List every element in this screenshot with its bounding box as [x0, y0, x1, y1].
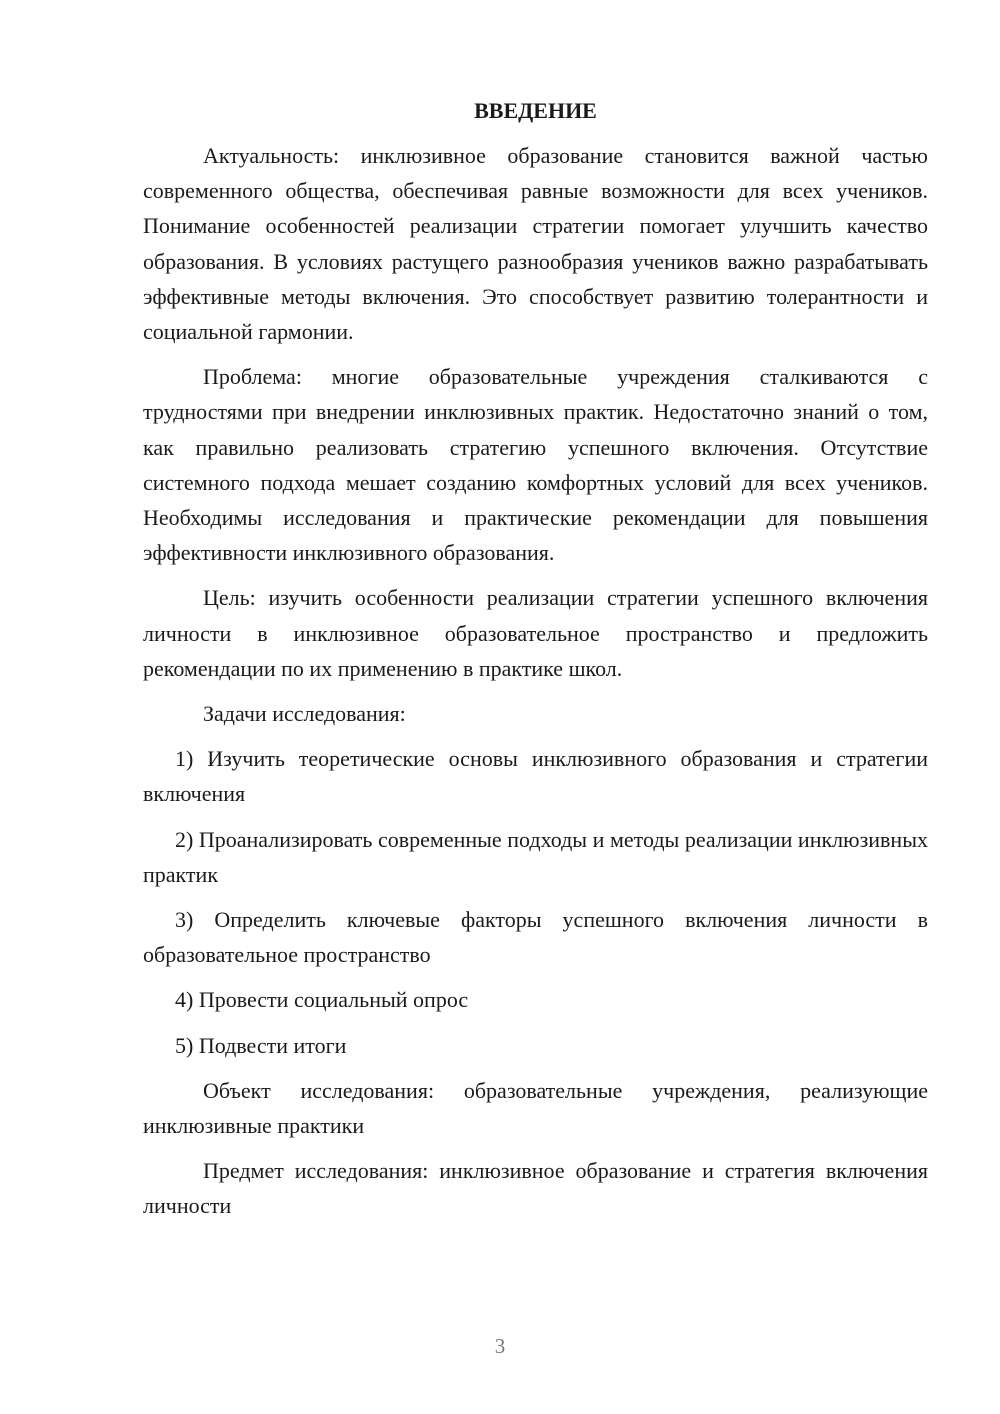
tasks-heading: Задачи исследования:: [203, 701, 406, 727]
subject-paragraph: Предмет исследования: инклюзивное образование и стратегия включения личности: [143, 1158, 928, 1219]
section-title: ВВЕДЕНИЕ: [474, 98, 597, 123]
object-paragraph: Объект исследования: образовательные учреждения, реализующие инклюзивные практики: [143, 1077, 928, 1139]
relevance-paragraph: Актуальность: инклюзивное образование становится важной частью современного общества, обеспечивая равные возможности для всех учеников. Понимание особенностей реализации стратегии помогает улучшить качество образования. В условиях растущего разнообразия учеников важно разрабатывать эффективные методы включения. Это способствует развитию толерантности и социальной гармонии.: [143, 143, 928, 345]
task-item-4: 4) Провести социальный опрос: [175, 987, 469, 1013]
goal-paragraph: Цель: изучить особенности реализации стратегии успешного включения личности в инклюзивное образовательное пространство и предложить рекомендации по их применению в практике школ.: [143, 585, 928, 681]
task-item-3: 3) Определить ключевые факторы успешного включения личности в образовательное пространство: [143, 907, 928, 968]
page-number: 3: [494, 1334, 506, 1358]
task-item-1: 1) Изучить теоретические основы инклюзивного образования и стратегии включения: [143, 746, 928, 807]
task-item-5: 5) Подвести итоги: [175, 1032, 347, 1058]
document-page: [143, 96, 928, 1224]
problem-paragraph: Проблема: многие образовательные учреждения сталкиваются с трудностями при внедрении инклюзивных практик. Недостаточно знаний о том, как правильно реализовать стратегию успешного включения. Отсутствие системного подхода мешает созданию комфортных условий для всех учеников. Необходимы исследования и практические рекомендации для повышения эффективности инклюзивного образования.: [143, 364, 928, 566]
task-item-2: 2) Проанализировать современные подходы и методы реализации инклюзивных практик: [143, 826, 928, 887]
